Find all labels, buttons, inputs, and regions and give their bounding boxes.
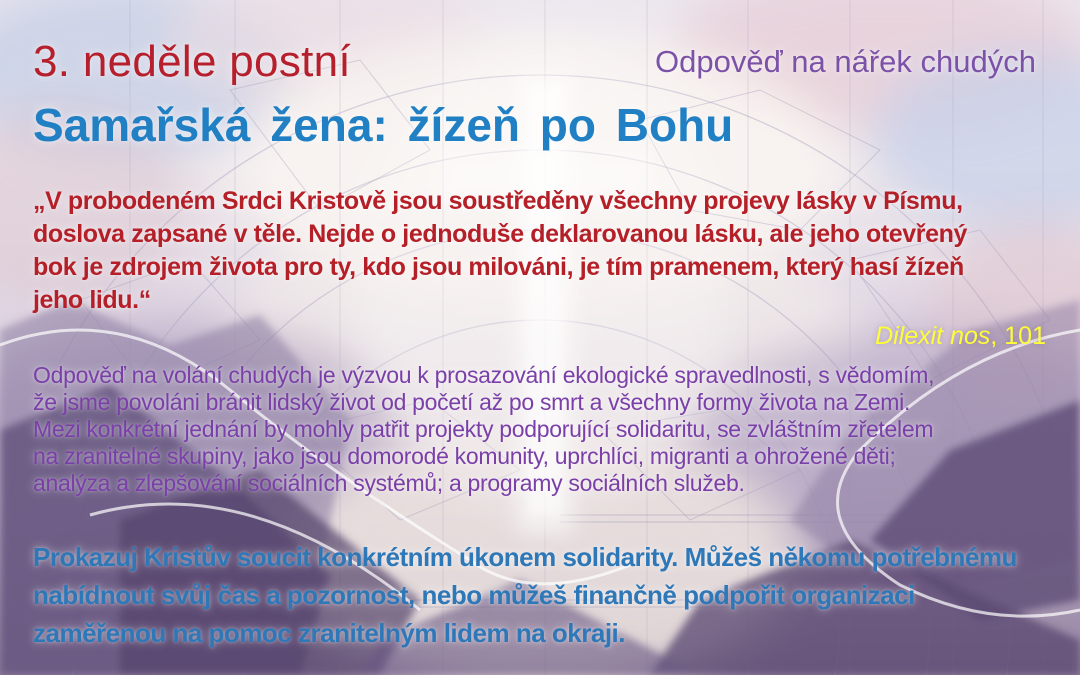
series-kicker: Odpověď na nářek chudých <box>655 44 1036 79</box>
cta-line: nabídnout svůj čas a pozornost, nebo můžeš finančně podpořit organizaci <box>33 580 915 610</box>
slide-title: Samařská žena: žízeň po Bohu <box>33 99 734 151</box>
cta-paragraph <box>33 538 1017 652</box>
quote-line: jeho lidu.“ <box>33 286 151 314</box>
citation <box>875 322 1046 350</box>
body-line: na zranitelné skupiny, jako jsou domorodé komunity, uprchlíci, migranti a ohrožené děti; <box>33 443 896 469</box>
citation-work: Dilexit nos <box>875 322 991 350</box>
body-line: analýza a zlepšování sociálních systémů; a programy sociálních služeb. <box>33 470 745 496</box>
quote-paragraph <box>33 185 967 317</box>
sunday-label: 3. neděle postní <box>33 37 351 86</box>
body-line: že jsme povoláni bránit lidský život od početí až po smrt a všechny formy života na Zemi. <box>33 389 911 415</box>
cta-line: Prokazuj Kristův soucit konkrétním úkonem solidarity. Můžeš někomu potřebnému <box>33 542 1017 572</box>
quote-line: „V probodeném Srdci Kristově jsou soustředěny všechny projevy lásky v Písmu, <box>33 187 963 215</box>
citation-ref: , 101 <box>990 322 1046 350</box>
quote-line: doslova zapsané v těle. Nejde o jednoduše deklarovanou lásku, ale jeho otevřený <box>33 220 968 248</box>
cta-line: zaměřenou na pomoc zranitelným lidem na okraji. <box>33 618 625 648</box>
body-paragraph <box>33 362 934 497</box>
body-line: Odpověď na volání chudých je výzvou k prosazování ekologické spravedlnosti, s vědomím, <box>33 362 935 388</box>
body-line: Mezi konkrétní jednání by mohly patřit projekty podporující solidaritu, se zvláštním zřetelem <box>33 416 934 442</box>
quote-line: bok je zdrojem života pro ty, kdo jsou milováni, je tím pramenem, který hasí žízeň <box>33 253 964 281</box>
